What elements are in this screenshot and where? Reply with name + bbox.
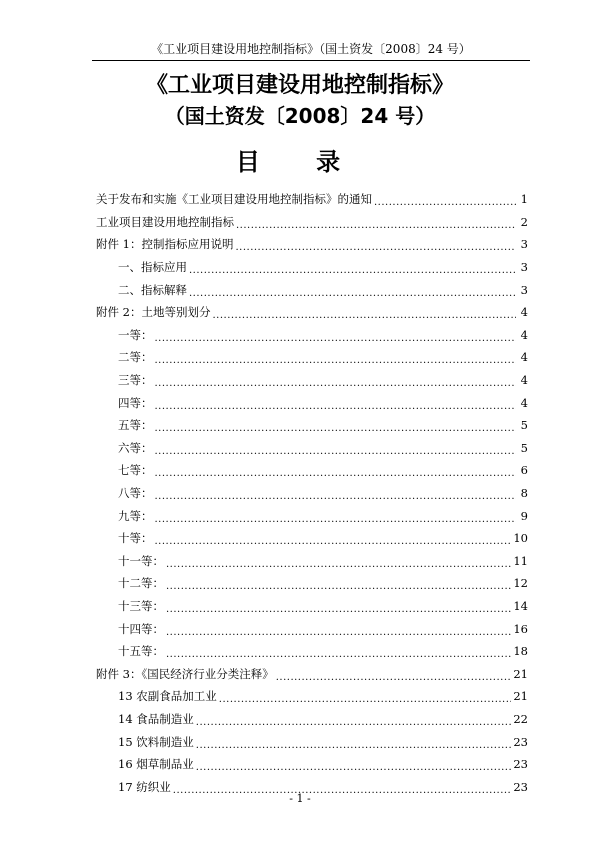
toc-entry[interactable] (96, 572, 528, 595)
toc-entry[interactable] (96, 708, 528, 731)
toc-entry-title: 四等： (118, 395, 153, 410)
toc-entry-title: 九等： (118, 508, 153, 523)
toc-entry-title: 十三等： (118, 598, 164, 613)
toc-entry-page: 4 (520, 395, 528, 410)
toc-entry-title: 七等： (118, 463, 153, 478)
toc-entry-title: 十二等： (118, 576, 164, 591)
header-rule (92, 60, 530, 61)
toc-leader-dots (196, 759, 512, 773)
toc-entry-page: 4 (520, 373, 528, 388)
toc-entry[interactable] (96, 233, 528, 256)
toc-entry-page: 14 (513, 598, 528, 613)
toc-entry[interactable] (96, 595, 528, 618)
toc-entry[interactable] (96, 414, 528, 437)
toc-entry-page: 11 (513, 553, 528, 568)
toc-entry-page: 18 (513, 644, 528, 659)
toc-leader-dots (374, 194, 516, 208)
toc-entry-title: 十一等： (118, 553, 164, 568)
toc-leader-dots (212, 307, 516, 321)
toc-entry[interactable] (96, 640, 528, 663)
toc-entry-title: 二、指标解释 (118, 282, 187, 297)
toc-entry-title: 17 纺织业 (118, 779, 171, 794)
toc-entry[interactable] (96, 753, 528, 776)
toc-entry[interactable] (96, 527, 528, 550)
toc-entry-page: 16 (513, 621, 528, 636)
toc-leader-dots (236, 217, 516, 231)
toc-leader-dots (155, 533, 512, 547)
toc-entry[interactable] (96, 662, 528, 685)
toc-entry[interactable] (96, 504, 528, 527)
toc-entry-title: 附件 1：控制指标应用说明 (96, 237, 234, 252)
toc-leader-dots (166, 556, 511, 570)
toc-leader-dots (155, 352, 517, 366)
toc-entry[interactable] (96, 391, 528, 414)
toc-entry-title: 13 农副食品加工业 (118, 689, 217, 704)
toc-entry[interactable] (96, 278, 528, 301)
toc-entry[interactable] (96, 188, 528, 211)
toc-leader-dots (155, 511, 517, 525)
toc-leader-dots (235, 239, 516, 253)
toc-entry-page: 8 (520, 486, 528, 501)
toc-entry-page: 22 (513, 711, 528, 726)
toc-leader-dots (155, 443, 517, 457)
toc-entry-title: 一、指标应用 (118, 260, 187, 275)
toc-entry-page: 4 (520, 350, 528, 365)
toc-entry-page: 23 (513, 779, 528, 794)
toc-entry-title: 一等： (118, 327, 153, 342)
toc-entry-title: 八等： (118, 486, 153, 501)
toc-entry-page: 4 (520, 327, 528, 342)
toc-entry-page: 10 (513, 531, 528, 546)
toc-entry-page: 5 (520, 418, 528, 433)
toc-leader-dots (166, 646, 511, 660)
toc-entry[interactable] (96, 324, 528, 347)
toc-entry[interactable] (96, 482, 528, 505)
toc-entry-page: 21 (513, 689, 528, 704)
toc-leader-dots (219, 691, 512, 705)
toc-entry[interactable] (96, 256, 528, 279)
toc-leader-dots (155, 375, 517, 389)
toc-entry-title: 十等： (118, 531, 153, 546)
toc-entry-page: 2 (520, 214, 528, 229)
toc-entry[interactable] (96, 346, 528, 369)
toc-entry[interactable] (96, 301, 528, 324)
toc-leader-dots (166, 624, 511, 638)
toc-entry-page: 9 (520, 508, 528, 523)
toc-entry-title: 16 烟草制品业 (118, 757, 194, 772)
page-number: - 1 - (289, 792, 311, 805)
toc-leader-dots (166, 578, 511, 592)
toc-leader-dots (189, 262, 516, 276)
running-header: 《工业项目建设用地控制指标》（国土资发〔2008〕24 号） (151, 42, 471, 56)
toc-entry[interactable] (96, 550, 528, 573)
document-subtitle: （国土资发〔2008〕24 号） (164, 104, 436, 128)
toc-leader-dots (155, 465, 517, 479)
toc-entry-page: 4 (520, 305, 528, 320)
toc-entry-page: 1 (520, 192, 528, 207)
toc-entry-title: 附件 2：土地等别划分 (96, 305, 211, 320)
toc-leader-dots (166, 601, 511, 615)
toc-leader-dots (155, 398, 517, 412)
toc-entry-title: 附件 3：《国民经济行业分类注释》 (96, 666, 274, 681)
toc-leader-dots (276, 669, 512, 683)
toc-entry-page: 5 (520, 440, 528, 455)
toc-leader-dots (155, 330, 517, 344)
toc-entry-title: 二等： (118, 350, 153, 365)
toc-entry[interactable] (96, 437, 528, 460)
toc-entry[interactable] (96, 459, 528, 482)
toc-leader-dots (189, 285, 516, 299)
toc-entry-title: 三等： (118, 373, 153, 388)
toc-entry-title: 六等： (118, 440, 153, 455)
toc-leader-dots (155, 420, 517, 434)
toc-entry-page: 6 (520, 463, 528, 478)
toc-entry-title: 十五等： (118, 644, 164, 659)
toc-entry[interactable] (96, 211, 528, 234)
toc-entry-title: 15 饮料制造业 (118, 734, 194, 749)
table-of-contents (96, 188, 528, 798)
toc-heading: 目 录 (235, 148, 365, 176)
toc-entry-page: 3 (520, 260, 528, 275)
toc-entry-page: 12 (513, 576, 528, 591)
toc-leader-dots (155, 488, 517, 502)
toc-entry[interactable] (96, 617, 528, 640)
toc-entry-title: 14 食品制造业 (118, 711, 194, 726)
toc-entry-page: 3 (520, 237, 528, 252)
toc-leader-dots (196, 714, 512, 728)
toc-entry[interactable] (96, 685, 528, 708)
toc-entry-page: 21 (513, 666, 528, 681)
toc-entry-title: 工业项目建设用地控制指标 (96, 214, 234, 229)
toc-entry-page: 3 (520, 282, 528, 297)
toc-entry-title: 关于发布和实施《工业项目建设用地控制指标》的通知 (96, 192, 372, 207)
toc-entry[interactable] (96, 369, 528, 392)
toc-entry-page: 23 (513, 757, 528, 772)
toc-entry-title: 十四等： (118, 621, 164, 636)
toc-entry-title: 五等： (118, 418, 153, 433)
toc-leader-dots (196, 737, 512, 751)
toc-entry[interactable] (96, 730, 528, 753)
toc-entry-page: 23 (513, 734, 528, 749)
document-title: 《工业项目建设用地控制指标》 (145, 73, 454, 98)
